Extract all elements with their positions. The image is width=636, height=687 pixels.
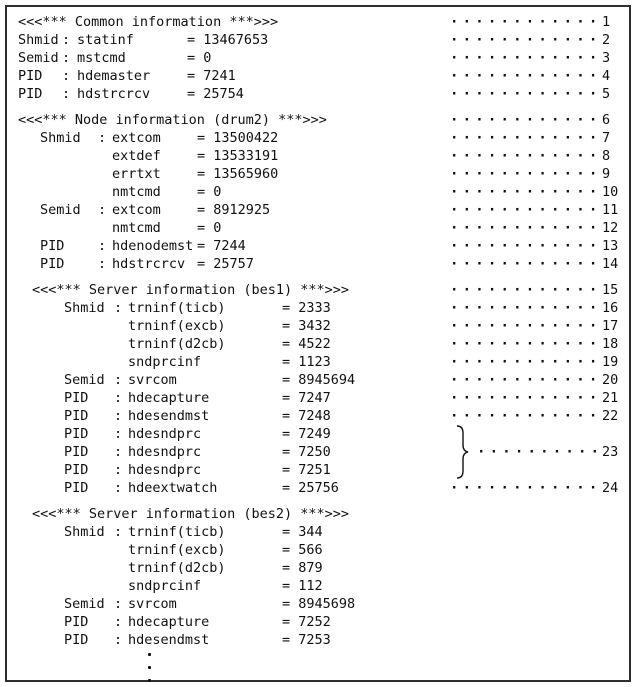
- field-colon: :: [114, 426, 123, 442]
- field-label: PID: [64, 614, 89, 630]
- field-value: = 3432: [282, 318, 331, 334]
- line-number: 7: [602, 130, 611, 146]
- dot-leader: ············: [450, 390, 602, 406]
- field-name: statinf: [77, 32, 134, 48]
- line-number: 4: [602, 68, 611, 84]
- field-colon: :: [62, 32, 71, 48]
- section-header-text: <<<*** Server information (bes2) ***>>>: [32, 506, 349, 522]
- section-header-text: <<<*** Common information ***>>>: [18, 14, 279, 30]
- field-colon: :: [98, 238, 107, 254]
- dot-leader: ············: [450, 238, 602, 254]
- info-line: [5, 559, 631, 577]
- field-label: PID: [40, 256, 65, 272]
- field-value: = 7248: [282, 408, 331, 424]
- field-colon: :: [114, 300, 123, 316]
- field-value: = 25757: [197, 256, 254, 272]
- field-value: = 7247: [282, 390, 331, 406]
- field-colon: :: [114, 480, 123, 496]
- field-label: Shmid: [64, 524, 105, 540]
- info-line: [5, 219, 631, 237]
- ellipsis-dot: [148, 666, 151, 669]
- field-name: extcom: [112, 130, 161, 146]
- field-value: = 7249: [282, 426, 331, 442]
- section-header-text: <<<*** Server information (bes1) ***>>>: [32, 282, 349, 298]
- dot-leader: ············: [450, 50, 602, 66]
- field-colon: :: [62, 86, 71, 102]
- field-name: trninf(ticb): [128, 524, 226, 540]
- field-colon: :: [98, 256, 107, 272]
- field-colon: :: [114, 390, 123, 406]
- field-label: PID: [18, 68, 43, 84]
- field-name: hdesendmst: [128, 632, 210, 648]
- line-number: 21: [602, 390, 619, 406]
- dot-leader: ············: [450, 300, 602, 316]
- field-value: = 2333: [282, 300, 331, 316]
- field-label: PID: [64, 408, 89, 424]
- field-name: nmtcmd: [112, 184, 161, 200]
- line-number: 9: [602, 166, 611, 182]
- field-name: hdenodemst: [112, 238, 194, 254]
- dot-leader: ············: [450, 480, 602, 496]
- field-name: trninf(ticb): [128, 300, 226, 316]
- field-name: svrcom: [128, 372, 177, 388]
- field-label: Shmid: [40, 130, 81, 146]
- field-colon: :: [114, 444, 123, 460]
- field-name: trninf(excb): [128, 318, 226, 334]
- field-label: PID: [18, 86, 43, 102]
- field-value: = 8945698: [282, 596, 356, 612]
- line-number: 13: [602, 238, 619, 254]
- field-name: hdecapture: [128, 614, 210, 630]
- field-name: trninf(d2cb): [128, 560, 226, 576]
- info-line: [5, 317, 631, 335]
- field-colon: :: [114, 614, 123, 630]
- info-line: [5, 595, 631, 613]
- dot-leader: ············: [450, 220, 602, 236]
- dot-leader: ············: [450, 372, 602, 388]
- dot-leader: ············: [450, 32, 602, 48]
- line-number: 10: [602, 184, 619, 200]
- blank-line: [5, 497, 631, 505]
- field-value: = 0: [187, 50, 212, 66]
- line-number: 11: [602, 202, 619, 218]
- field-name: hdeextwatch: [128, 480, 218, 496]
- field-label: Semid: [64, 596, 105, 612]
- field-label: PID: [64, 632, 89, 648]
- field-value: = 7244: [197, 238, 246, 254]
- field-label: PID: [64, 426, 89, 442]
- info-line: [5, 371, 631, 389]
- dot-leader: ············: [450, 112, 602, 128]
- field-value: = 1123: [282, 354, 331, 370]
- field-value: = 25756: [282, 480, 339, 496]
- field-value: = 7252: [282, 614, 331, 630]
- line-number: 12: [602, 220, 619, 236]
- field-value: = 13533191: [197, 148, 279, 164]
- section-header-line: [5, 505, 631, 523]
- info-line: [5, 67, 631, 85]
- field-name: hdesendmst: [128, 408, 210, 424]
- field-name: hdecapture: [128, 390, 210, 406]
- line-number: 23: [602, 444, 619, 460]
- field-label: PID: [64, 390, 89, 406]
- line-number: 8: [602, 148, 611, 164]
- field-label: Shmid: [64, 300, 105, 316]
- info-line: [5, 49, 631, 67]
- field-name: trninf(excb): [128, 542, 226, 558]
- line-number: 20: [602, 372, 619, 388]
- dot-leader: ············: [450, 282, 602, 298]
- info-line: [5, 461, 631, 479]
- field-value: = 7251: [282, 462, 331, 478]
- field-value: = 8945694: [282, 372, 356, 388]
- field-value: = 13500422: [197, 130, 279, 146]
- field-name: errtxt: [112, 166, 161, 182]
- field-colon: :: [114, 408, 123, 424]
- field-colon: :: [114, 372, 123, 388]
- info-line: [5, 299, 631, 317]
- field-value: = 25754: [187, 86, 244, 102]
- info-line: [5, 165, 631, 183]
- field-label: Semid: [64, 372, 105, 388]
- line-number: 2: [602, 32, 611, 48]
- info-line: [5, 353, 631, 371]
- dot-leader: ············: [450, 148, 602, 164]
- line-number: 16: [602, 300, 619, 316]
- info-line: [5, 129, 631, 147]
- field-colon: :: [114, 632, 123, 648]
- line-number: 17: [602, 318, 619, 334]
- field-value: = 0: [197, 220, 222, 236]
- field-label: PID: [64, 480, 89, 496]
- info-line: [5, 255, 631, 273]
- line-number: 14: [602, 256, 619, 272]
- line-number: 22: [602, 408, 619, 424]
- field-name: hdesndprc: [128, 426, 202, 442]
- dot-leader: ············: [450, 166, 602, 182]
- section-header-line: [5, 13, 631, 31]
- dot-leader: ············: [450, 354, 602, 370]
- field-label: PID: [40, 238, 65, 254]
- field-value: = 8912925: [197, 202, 271, 218]
- info-line: [5, 201, 631, 219]
- field-name: hdstrcrcv: [112, 256, 186, 272]
- field-name: trninf(d2cb): [128, 336, 226, 352]
- field-name: sndprcinf: [128, 578, 202, 594]
- field-label: PID: [64, 444, 89, 460]
- section-header-line: [5, 281, 631, 299]
- field-name: svrcom: [128, 596, 177, 612]
- info-line: [5, 389, 631, 407]
- field-value: = 7253: [282, 632, 331, 648]
- field-value: = 566: [282, 542, 323, 558]
- info-line: [5, 425, 631, 443]
- info-line: [5, 443, 631, 461]
- info-line: [5, 335, 631, 353]
- info-line: [5, 631, 631, 649]
- field-colon: :: [98, 202, 107, 218]
- dot-leader: ············: [450, 130, 602, 146]
- info-line: [5, 541, 631, 559]
- field-colon: :: [98, 130, 107, 146]
- line-number: 1: [602, 14, 611, 30]
- field-label: Semid: [40, 202, 81, 218]
- field-label: Shmid: [18, 32, 59, 48]
- line-number: 19: [602, 354, 619, 370]
- info-line: [5, 85, 631, 103]
- line-number: 24: [602, 480, 619, 496]
- line-number: 18: [602, 336, 619, 352]
- field-value: = 879: [282, 560, 323, 576]
- field-name: extcom: [112, 202, 161, 218]
- field-value: = 344: [282, 524, 323, 540]
- field-colon: :: [114, 524, 123, 540]
- info-line: [5, 523, 631, 541]
- dot-leader: ··········: [477, 444, 604, 460]
- field-value: = 13467653: [187, 32, 269, 48]
- dot-leader: ············: [450, 86, 602, 102]
- field-value: = 4522: [282, 336, 331, 352]
- field-label: Semid: [18, 50, 59, 66]
- field-colon: :: [114, 596, 123, 612]
- field-colon: :: [114, 462, 123, 478]
- field-name: mstcmd: [77, 50, 126, 66]
- dot-leader: ············: [450, 68, 602, 84]
- dot-leader: ············: [450, 184, 602, 200]
- info-line: [5, 31, 631, 49]
- field-value: = 7241: [187, 68, 236, 84]
- dot-leader: ············: [450, 202, 602, 218]
- field-value: = 7250: [282, 444, 331, 460]
- line-number: 15: [602, 282, 619, 298]
- vertical-ellipsis: [5, 649, 631, 687]
- field-colon: :: [62, 50, 71, 66]
- field-name: sndprcinf: [128, 354, 202, 370]
- ellipsis-dot: [148, 653, 151, 656]
- field-label: PID: [64, 462, 89, 478]
- field-name: hdstrcrcv: [77, 86, 151, 102]
- field-value: = 13565960: [197, 166, 279, 182]
- line-number: 3: [602, 50, 611, 66]
- dot-leader: ············: [450, 336, 602, 352]
- field-name: extdef: [112, 148, 161, 164]
- info-line: [5, 183, 631, 201]
- field-name: nmtcmd: [112, 220, 161, 236]
- field-colon: :: [62, 68, 71, 84]
- field-value: = 0: [197, 184, 222, 200]
- dot-leader: ············: [450, 408, 602, 424]
- line-number: 5: [602, 86, 611, 102]
- ellipsis-dot: [148, 679, 151, 682]
- dot-leader: ············: [450, 318, 602, 334]
- info-line: [5, 613, 631, 631]
- info-line: [5, 479, 631, 497]
- line-number: 6: [602, 112, 611, 128]
- field-value: = 112: [282, 578, 323, 594]
- info-line: [5, 147, 631, 165]
- info-line: [5, 237, 631, 255]
- section-header-text: <<<*** Node information (drum2) ***>>>: [18, 112, 327, 128]
- section-header-line: [5, 111, 631, 129]
- dot-leader: ············: [450, 14, 602, 30]
- field-name: hdesndprc: [128, 444, 202, 460]
- blank-line: [5, 273, 631, 281]
- field-name: hdemaster: [77, 68, 151, 84]
- info-line: [5, 577, 631, 595]
- info-line: [5, 407, 631, 425]
- process-info-document: [5, 5, 631, 682]
- dot-leader: ············: [450, 256, 602, 272]
- blank-line: [5, 103, 631, 111]
- field-name: hdesndprc: [128, 462, 202, 478]
